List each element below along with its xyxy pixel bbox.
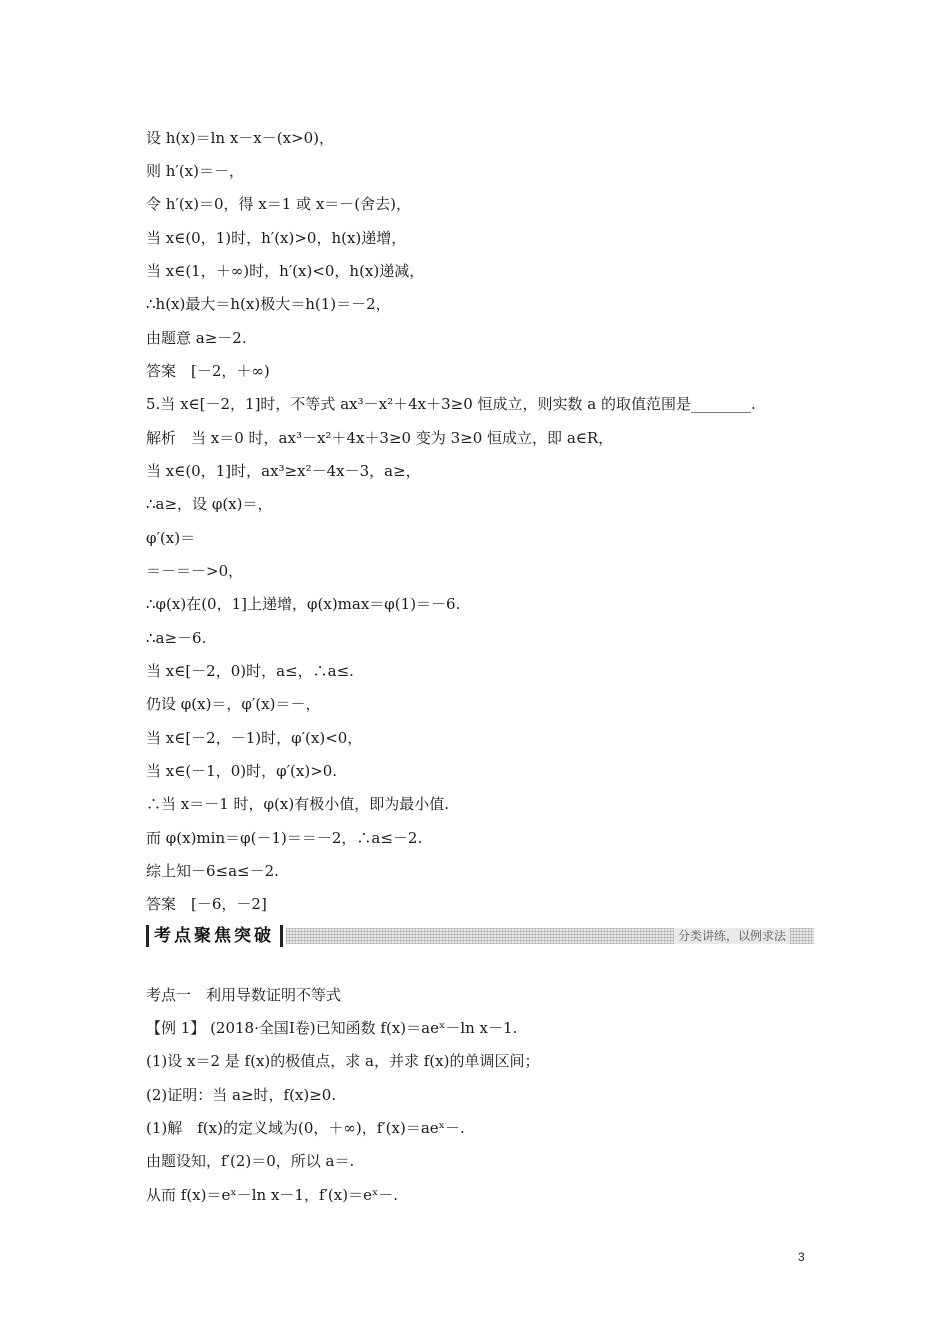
text-line: 而 φ(x)min＝φ(－1)＝＝－2，∴a≤－2. (146, 829, 423, 847)
text-line: φ′(x)＝ (146, 529, 196, 547)
text-line: ∴h(x)最大＝h(x)极大＝h(1)＝－2， (146, 295, 391, 313)
text-line: 设 h(x)＝ln x－x－(x>0)， (146, 129, 335, 147)
answer-line: 答案 [－2，＋∞) (146, 362, 270, 380)
text-line: 则 h′(x)＝－， (146, 162, 244, 180)
solution-heading: 解析 当 x＝0 时，ax³－x²＋4x＋3≥0 变为 3≥0 恒成立，即 a∈R， (146, 429, 614, 447)
text-line: 当 x∈[－2，－1)时，φ′(x)<0， (146, 729, 363, 747)
page-number: 3 (798, 1250, 805, 1264)
text-line: 综上知－6≤a≤－2. (146, 862, 279, 880)
banner-tagline: 分类讲练，以例求法 (674, 928, 790, 944)
banner-title: 考点聚焦突破 (154, 926, 274, 946)
banner-bar-left (146, 925, 149, 947)
answer-line: 答案 [－6，－2] (146, 895, 267, 913)
text-line: (1)解 f(x)的定义域为(0，＋∞)，f′(x)＝aeˣ－. (146, 1119, 465, 1137)
text-line: 当 x∈(－1，0)时，φ′(x)>0. (146, 762, 338, 780)
text-line: 当 x∈(0，1]时，ax³≥x²－4x－3，a≥， (146, 462, 421, 480)
text-line: 从而 f(x)＝eˣ－ln x－1，f′(x)＝eˣ－. (146, 1186, 399, 1204)
text-line: ∴a≥，设 φ(x)＝， (146, 495, 273, 513)
text-line: 由题设知，f′(2)＝0，所以 a＝. (146, 1152, 355, 1170)
text-line: 当 x∈(1，＋∞)时，h′(x)<0，h(x)递减， (146, 262, 425, 280)
example-1: 【例 1】 (2018·全国Ⅰ卷)已知函数 f(x)＝aeˣ－ln x－1. (146, 1019, 518, 1037)
section-banner (146, 925, 814, 947)
text-line: 仍设 φ(x)＝，φ′(x)＝－， (146, 695, 321, 713)
text-line: 当 x∈(0，1)时，h′(x)>0，h(x)递增， (146, 229, 407, 247)
text-line: ∴φ(x)在(0，1]上递增，φ(x)max＝φ(1)＝－6. (146, 595, 461, 613)
text-line: 当 x∈[－2，0)时，a≤，∴a≤. (146, 662, 354, 680)
banner-bar-right (280, 925, 283, 947)
text-line: ＝－＝－>0， (146, 562, 244, 580)
text-line: (1)设 x＝2 是 f(x)的极值点，求 a，并求 f(x)的单调区间； (146, 1052, 540, 1070)
section-heading: 考点一 利用导数证明不等式 (146, 986, 342, 1004)
text-line: 由题意 a≥－2. (146, 329, 247, 347)
text-line: 令 h′(x)＝0，得 x＝1 或 x＝－(舍去)， (146, 195, 412, 213)
text-line: ∴当 x＝－1 时，φ(x)有极小值，即为最小值. (146, 795, 449, 813)
problem-5: 5.当 x∈[－2，1]时，不等式 ax³－x²＋4x＋3≥0 恒成立，则实数 a 的取值范围是________. (146, 395, 756, 413)
text-line: (2)证明：当 a≥时，f(x)≥0. (146, 1086, 337, 1104)
text-line: ∴a≥－6. (146, 629, 207, 647)
